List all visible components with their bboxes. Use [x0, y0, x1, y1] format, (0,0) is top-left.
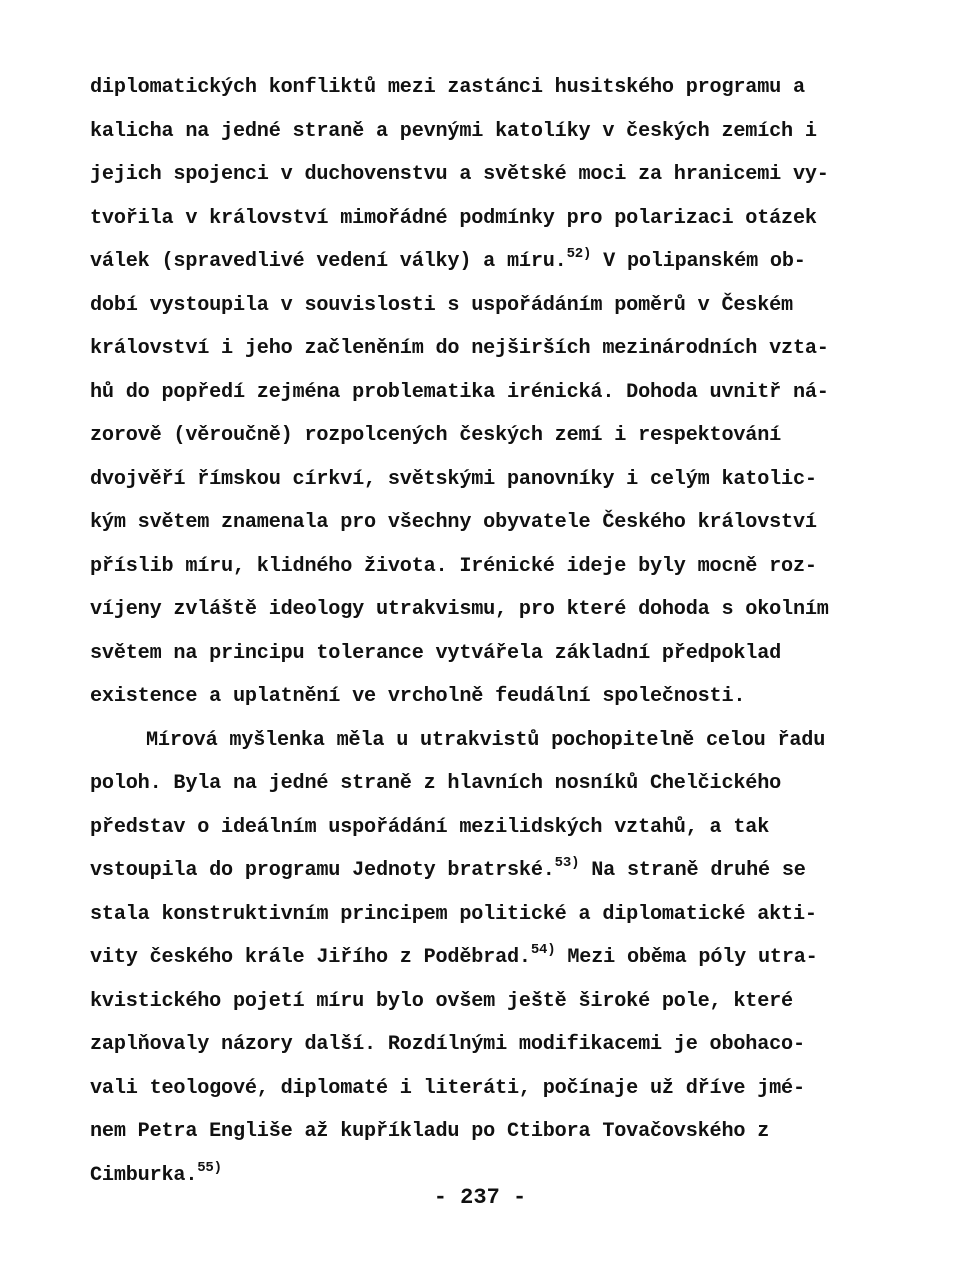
- line-text-continued: V polipanském ob-: [591, 250, 806, 273]
- text-line: [90, 762, 880, 806]
- body-text: [90, 66, 880, 1197]
- text-line: [90, 1110, 880, 1154]
- line-text: diplomatických konfliktů mezi zastánci husitského programu a: [90, 76, 805, 99]
- line-text: dobí vystoupila v souvislosti s uspořádáním poměrů v Českém: [90, 293, 793, 317]
- text-line: [90, 588, 880, 632]
- text-line: [90, 936, 880, 980]
- text-line: [90, 632, 880, 676]
- line-text: světem na principu tolerance vytvářela základní předpoklad: [90, 641, 782, 665]
- text-line: [90, 545, 880, 589]
- text-line: [90, 806, 880, 850]
- line-text: zorově (věroučně) rozpolcených českých zemí i respektování: [90, 424, 782, 447]
- text-line: [90, 327, 880, 371]
- text-line: [90, 719, 880, 763]
- line-text: příslib míru, klidného života. Irénické ideje byly mocně roz-: [90, 554, 817, 578]
- text-line: [90, 284, 880, 328]
- line-text: zaplňovaly názory další. Rozdílnými modifikacemi je obohaco-: [90, 1033, 805, 1056]
- text-line: [90, 1067, 880, 1111]
- line-text: poloh. Byla na jedné straně z hlavních nosníků Chelčického: [90, 772, 782, 795]
- line-text: vstoupila do programu Jednoty bratrské.: [90, 859, 555, 882]
- text-line: [90, 849, 880, 893]
- text-line: [90, 1023, 880, 1067]
- footnote-reference: 52): [566, 246, 592, 262]
- line-text: nem Petra Engliše až kupříkladu po Ctibora Tovačovského z: [90, 1120, 770, 1143]
- text-line: [90, 371, 880, 415]
- text-line: [90, 893, 880, 937]
- line-text: Mírová myšlenka měla u utrakvistů pochopitelně celou řadu: [146, 728, 826, 752]
- text-line: [90, 501, 880, 545]
- line-text-continued: Na straně druhé se: [579, 859, 806, 882]
- line-text: válek (spravedlivé vedení války) a míru.: [90, 250, 567, 273]
- line-text: vali teologové, diplomaté i literáti, počínaje už dříve jmé-: [90, 1076, 805, 1100]
- footnote-reference: 53): [554, 855, 580, 871]
- footnote-reference: 54): [530, 942, 556, 958]
- line-text: Cimburka.: [90, 1163, 198, 1187]
- line-text: vity českého krále Jiřího z Poděbrad.: [90, 946, 531, 969]
- line-text: jejich spojenci v duchovenstvu a světské moci za hranicemi vy-: [90, 163, 829, 186]
- line-text: tvořila v království mimořádné podmínky pro polarizaci otázek: [90, 206, 817, 230]
- line-text: dvojvěří římskou církví, světskými panovníky i celým katolic-: [90, 467, 817, 491]
- line-text: kalicha na jedné straně a pevnými katolíky v českých zemích i: [90, 119, 817, 143]
- text-line: [90, 66, 880, 110]
- line-text: hů do popředí zejména problematika irénická. Dohoda uvnitř ná-: [90, 380, 829, 404]
- text-line: [90, 458, 880, 502]
- text-line: [90, 240, 880, 284]
- footnote-reference: 55): [197, 1159, 222, 1176]
- text-line: [90, 675, 880, 719]
- line-text: království i jeho začleněním do nejširších mezinárodních vzta-: [90, 337, 829, 360]
- text-line: [90, 153, 880, 197]
- text-line: [90, 414, 880, 458]
- text-line: [90, 110, 880, 154]
- line-text: představ o ideálním uspořádání mezilidských vztahů, a tak: [90, 815, 770, 839]
- line-text: existence a uplatnění ve vrcholně feudální společnosti.: [90, 685, 746, 708]
- line-text: stala konstruktivním principem politické a diplomatické akti-: [90, 902, 817, 926]
- page-number: - 237 -: [433, 1185, 527, 1210]
- line-text: kvistického pojetí míru bylo ovšem ještě široké pole, které: [90, 989, 793, 1013]
- line-text: kým světem znamenala pro všechny obyvatele Českého království: [90, 511, 817, 534]
- text-line: [90, 980, 880, 1024]
- line-text: víjeny zvláště ideology utrakvismu, pro které dohoda s okolním: [90, 598, 829, 621]
- text-line: [90, 197, 880, 241]
- line-text-continued: Mezi oběma póly utra-: [555, 946, 818, 969]
